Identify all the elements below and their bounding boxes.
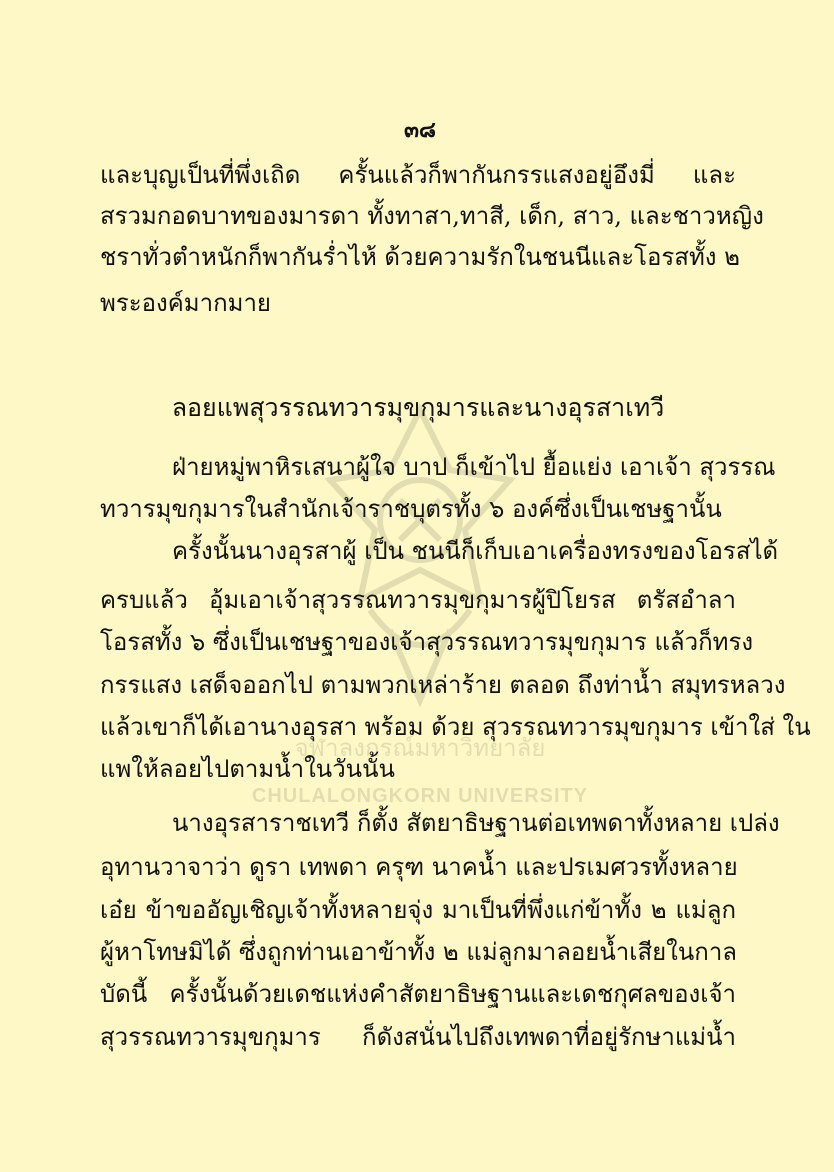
text-line: เอ๋ย ข้าขออัญเชิญเจ้าทั้งหลายจุ่ง มาเป็นที่พึ่งแก่ข้าทั้ง ๒ แม่ลูก xyxy=(100,896,736,924)
text-line: สุวรรณทวารมุขกุมาร ก็ดังสนั่นไปถึงเทพดาที่อยู่รักษาแม่น้ำ xyxy=(100,1023,736,1051)
text-line: แล้วเขาก็ได้เอานางอุรสา พร้อม ด้วย สุวรรณทวารมุขกุมาร เข้าใส่ ใน xyxy=(100,713,811,741)
text-line: กรรแสง เสด็จออกไป ตามพวกเหล่าร้าย ตลอด ถึงท่าน้ำ สมุทรหลวง xyxy=(100,671,786,699)
text-line: บัดนี้ ครั้งนั้นด้วยเดชแห่งคำสัตยาธิษฐานและเดชกุศลของเจ้า xyxy=(100,980,736,1008)
text-line: โอรสทั้ง ๖ ซึ่งเป็นเชษฐาของเจ้าสุวรรณทวารมุขกุมาร แล้วก็ทรง xyxy=(100,628,754,656)
watermark-thai-text: จุฬาลงกรณ์มหาวิทยาลัย xyxy=(294,734,546,762)
text-line: ครั้งนั้นนางอุรสาผู้ เป็น ชนนีก็เก็บเอาเครื่องทรงของโอรสได้ xyxy=(172,537,779,565)
text-line: นางอุรสาราชเทวี ก็ตั้ง สัตยาธิษฐานต่อเทพดาทั้งหลาย เปล่ง xyxy=(172,809,780,837)
text-line: ทวารมุขกุมารในสำนักเจ้าราชบุตรทั้ง ๖ องค์ซึ่งเป็นเชษฐานั้น xyxy=(100,495,722,523)
text-line: ฝ่ายหมู่พาหิรเสนาผู้ใจ บาป ก็เข้าไป ยื้อแย่ง เอาเจ้า สุวรรณ xyxy=(172,453,776,481)
text-line: และบุญเป็นที่พึ่งเถิด ครั้นแล้วก็พากันกรรแสงอยู่อึงมี่ และ xyxy=(100,161,736,189)
text-line: ผู้หาโทษมิได้ ซึ่งถูกท่านเอาข้าทั้ง ๒ แม่ลูกมาลอยน้ำเสียในกาล xyxy=(100,938,738,966)
text-line: แพให้ลอยไปตามน้ำในวันนั้น xyxy=(100,755,395,783)
text-line: สรวมกอดบาทของมารดา ทั้งทาสา,ทาสี, เด็ก, สาว, และชาวหญิง xyxy=(100,202,764,230)
text-line: ชราทั่วตำหนักก็พากันร่ำไห้ ด้วยความรักในชนนีและโอรสทั้ง ๒ xyxy=(100,243,740,271)
text-line: ครบแล้ว อุ้มเอาเจ้าสุวรรณทวารมุขกุมารผู้ปิโยรส ตรัสอำลา xyxy=(100,586,736,614)
text-line: พระองค์มากมาย xyxy=(100,289,271,317)
page-number: ๓๘ xyxy=(403,117,436,143)
text-line: อุทานวาจาว่า ดูรา เทพดา ครุฑ นาคน้ำ และปรเมศวรทั้งหลาย xyxy=(100,853,738,881)
watermark-english-text: CHULALONGKORN UNIVERSITY xyxy=(251,785,589,807)
section-heading: ลอยแพสุวรรณทวารมุขกุมารและนางอุรสาเทวี xyxy=(171,393,665,422)
